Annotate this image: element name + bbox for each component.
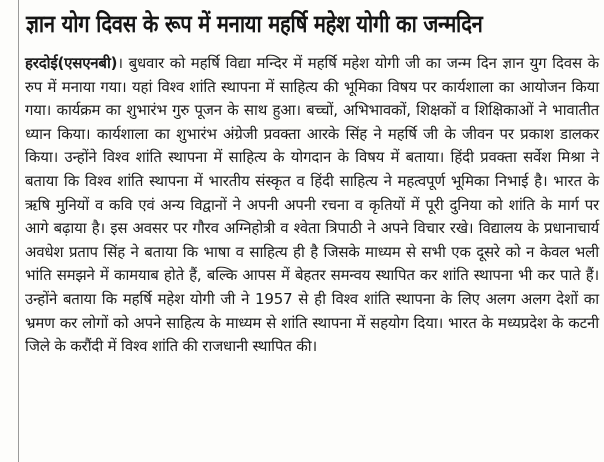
article-text: बुधवार को महर्षि विद्या मन्दिर में महर्षि महेश योगी जी का जन्म दिन ज्ञान युग दिवस के रुप में मनाया गया। यहां विश्व शांति स्थापना में साहित्य की भूमिका विषय पर कार्यशाला का आयोजन किया गया। कार्यक्रम का शुभारंभ गुरु पूजन के साथ हुआ। बच्चों, अभिभावकों, शिक्षकों व शिक्षिकाओं ने भावातीत ध्यान किया। कार्यशाला का शुभारंभ अंग्रेजी प्रवक्ता आरके सिंह ने महर्षि जी के जीवन पर प्रकाश डालकर किया। उन्होंने विश्व शांति स्थापना में साहित्य के योगदान के विषय में बताया। हिंदी प्रवक्ता सर्वेश मिश्रा ने बताया कि विश्व शांति स्थापना में भारतीय संस्कृत व हिंदी साहित्य ने महत्वपूर्ण भूमिका निभाई है। भारत के ऋषि मुनियों व कवि एवं अन्य विद्वानों ने अपनी अपनी रचना व कृतियों में पूरी दुनिया को शांति के मार्ग पर आगे बढ़ाया है। इस अवसर पर गौरव अग्निहोत्री व श्वेता त्रिपाठी ने अपने विचार रखे। विद्यालय के प्रधानाचार्य अवधेश प्रताप सिंह ने बताया कि भाषा व साहित्य ही है जिसके माध्यम से सभी एक दूसरे को न केवल भली भांति समझने में कामयाब होते हैं, बल्कि आपस में बेहतर समन्वय स्थापित कर शांति स्थापना भी कर पाते हैं। उन्होंने बताया कि महर्षि महेश योगी जी ने 1957 से ही विश्व शांति स्थापना के लिए अलग अलग देशों का भ्रमण कर लोगों को अपने साहित्य के माध्यम से शांति स्थापना में सहयोग दिया। भारत के मध्यप्रदेश के कटनी जिले के करौंदी में विश्व शांति की राजधानी स्थापित की।: [25, 54, 599, 356]
dateline: हरदोई(एसएनबी): [25, 54, 118, 72]
headline: ज्ञान योग दिवस के रूप में मनाया महर्षि महेश योगी का जन्मदिन: [26, 10, 483, 38]
column-divider: [18, 0, 19, 462]
article-body: [25, 52, 599, 359]
dateline-separator: ।: [117, 54, 123, 72]
